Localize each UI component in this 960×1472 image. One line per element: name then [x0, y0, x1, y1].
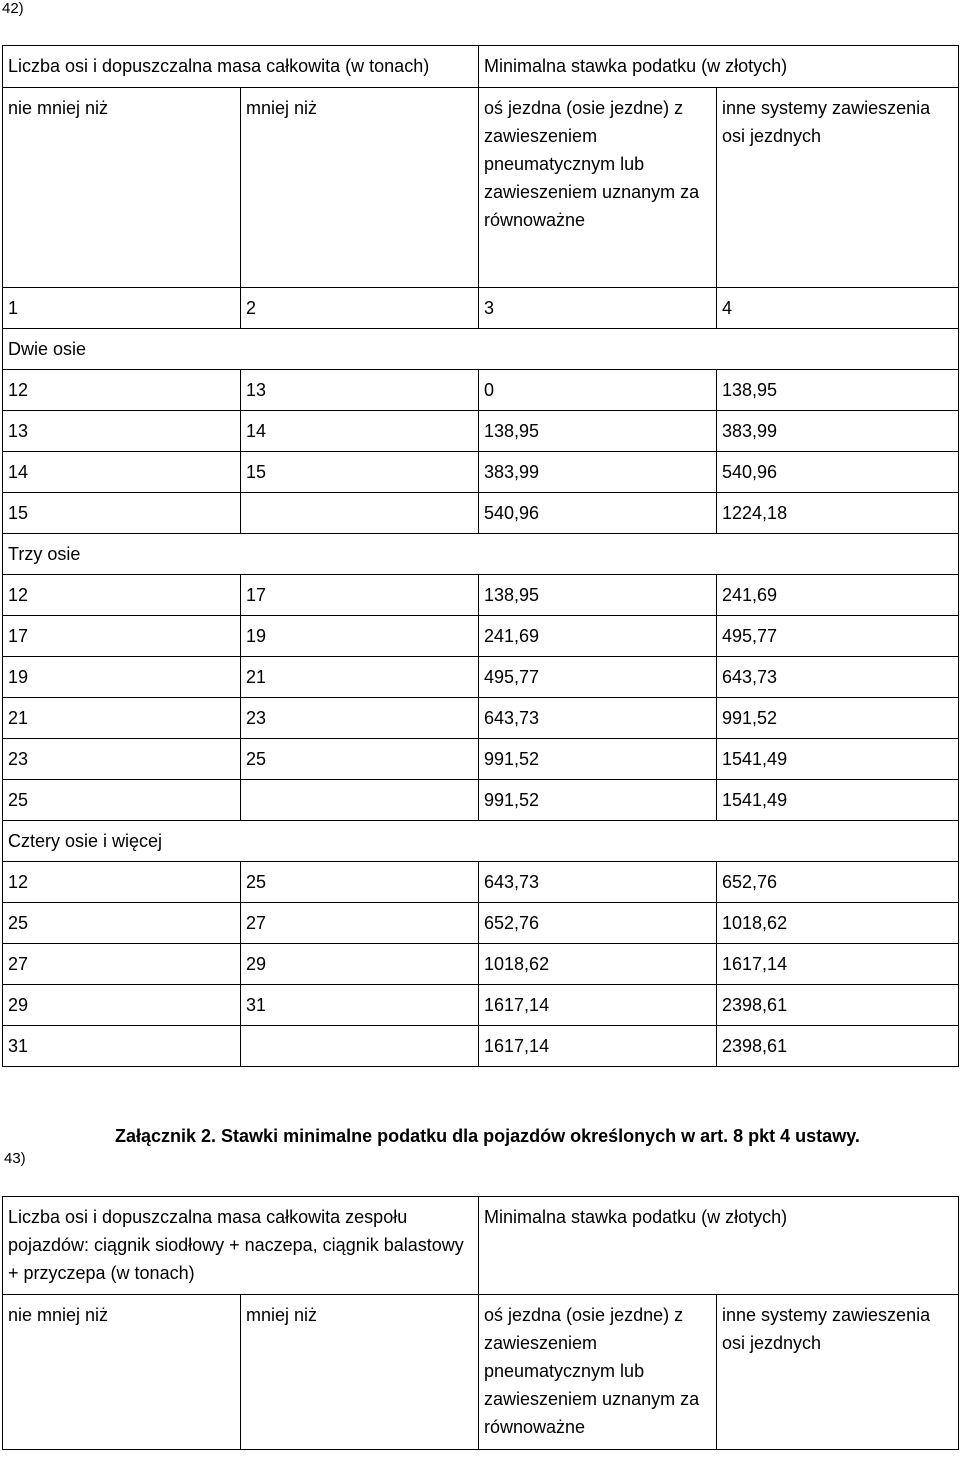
combination-axles-mass-header: Liczba osi i dopuszczalna masa całkowita zespołu pojazdów: ciągnik siodłowy + naczepa, ciągnik balastowy + przyczepa (w tonach) [3, 1197, 479, 1295]
other-suspension-header: inne systemy zawieszenia osi jezdnych [717, 88, 959, 288]
table-row [3, 616, 959, 657]
cell-less-than: 21 [241, 657, 479, 698]
cell-less-than [241, 1026, 479, 1067]
cell-rate-pneumatic: 991,52 [479, 780, 717, 821]
cell-less-than: 14 [241, 411, 479, 452]
cell-rate-other: 383,99 [717, 411, 959, 452]
cell-less-than: 29 [241, 944, 479, 985]
cell-rate-other: 2398,61 [717, 1026, 959, 1067]
cell-rate-pneumatic: 495,77 [479, 657, 717, 698]
section-title-row [3, 821, 959, 862]
cell-rate-other: 1541,49 [717, 739, 959, 780]
column-number: 2 [241, 288, 479, 329]
axles-mass-header: Liczba osi i dopuszczalna masa całkowita (w tonach) [3, 46, 479, 88]
cell-less-than: 13 [241, 370, 479, 411]
table-subheader-row [3, 1295, 959, 1450]
cell-not-less-than: 12 [3, 370, 241, 411]
cell-less-than: 15 [241, 452, 479, 493]
not-less-than-header: nie mniej niż [3, 88, 241, 288]
table-row [3, 411, 959, 452]
cell-not-less-than: 17 [3, 616, 241, 657]
table-row [3, 862, 959, 903]
cell-rate-other: 1617,14 [717, 944, 959, 985]
cell-rate-other: 991,52 [717, 698, 959, 739]
cell-not-less-than: 23 [3, 739, 241, 780]
cell-rate-other: 495,77 [717, 616, 959, 657]
cell-rate-other: 1541,49 [717, 780, 959, 821]
column-number-row [3, 288, 959, 329]
column-number: 3 [479, 288, 717, 329]
section-title: Dwie osie [3, 329, 959, 370]
less-than-header: mniej niż [241, 88, 479, 288]
table-row [3, 657, 959, 698]
cell-not-less-than: 12 [3, 862, 241, 903]
other-suspension-header: inne systemy zawieszenia osi jezdnych [717, 1295, 959, 1450]
not-less-than-header: nie mniej niż [3, 1295, 241, 1450]
item-marker-42: 42) [2, 0, 24, 17]
cell-not-less-than: 21 [3, 698, 241, 739]
cell-rate-pneumatic: 241,69 [479, 616, 717, 657]
cell-rate-pneumatic: 383,99 [479, 452, 717, 493]
cell-rate-pneumatic: 1617,14 [479, 985, 717, 1026]
cell-not-less-than: 25 [3, 903, 241, 944]
table-row [3, 780, 959, 821]
table-row [3, 452, 959, 493]
table-header-row [3, 1197, 959, 1295]
cell-less-than: 27 [241, 903, 479, 944]
table-row [3, 944, 959, 985]
cell-less-than: 23 [241, 698, 479, 739]
section-title-row [3, 329, 959, 370]
cell-less-than: 17 [241, 575, 479, 616]
table-row [3, 575, 959, 616]
cell-not-less-than: 12 [3, 575, 241, 616]
min-tax-header: Minimalna stawka podatku (w złotych) [479, 46, 959, 88]
cell-not-less-than: 14 [3, 452, 241, 493]
table-row [3, 1026, 959, 1067]
cell-rate-other: 643,73 [717, 657, 959, 698]
table-row [3, 739, 959, 780]
cell-not-less-than: 19 [3, 657, 241, 698]
cell-rate-pneumatic: 138,95 [479, 411, 717, 452]
table-row [3, 903, 959, 944]
cell-rate-pneumatic: 540,96 [479, 493, 717, 534]
table-row [3, 985, 959, 1026]
cell-rate-pneumatic: 652,76 [479, 903, 717, 944]
cell-not-less-than: 29 [3, 985, 241, 1026]
min-tax-header: Minimalna stawka podatku (w złotych) [479, 1197, 959, 1295]
cell-rate-pneumatic: 138,95 [479, 575, 717, 616]
cell-less-than [241, 493, 479, 534]
section-title-row [3, 534, 959, 575]
tax-rate-table-2 [2, 1196, 959, 1450]
table-row [3, 370, 959, 411]
table-row [3, 698, 959, 739]
cell-less-than [241, 780, 479, 821]
cell-rate-pneumatic: 643,73 [479, 862, 717, 903]
cell-rate-other: 1018,62 [717, 903, 959, 944]
cell-less-than: 19 [241, 616, 479, 657]
cell-rate-pneumatic: 991,52 [479, 739, 717, 780]
cell-rate-other: 241,69 [717, 575, 959, 616]
column-number: 4 [717, 288, 959, 329]
less-than-header: mniej niż [241, 1295, 479, 1450]
section-title: Trzy osie [3, 534, 959, 575]
table-subheader-row [3, 88, 959, 288]
cell-not-less-than: 27 [3, 944, 241, 985]
pneumatic-suspension-header: oś jezdna (osie jezdne) z zawieszeniem pneumatycznym lub zawieszeniem uznanym za równoważne [479, 1295, 717, 1450]
column-number: 1 [3, 288, 241, 329]
cell-not-less-than: 31 [3, 1026, 241, 1067]
annex-caption: Załącznik 2. Stawki minimalne podatku dla pojazdów określonych w art. 8 pkt 4 ustawy. [115, 1126, 860, 1146]
cell-not-less-than: 13 [3, 411, 241, 452]
cell-not-less-than: 25 [3, 780, 241, 821]
item-marker-43: 43) [4, 1150, 26, 1167]
cell-rate-other: 652,76 [717, 862, 959, 903]
cell-rate-other: 138,95 [717, 370, 959, 411]
table-row [3, 493, 959, 534]
table-header-row [3, 46, 959, 88]
cell-not-less-than: 15 [3, 493, 241, 534]
cell-rate-pneumatic: 1617,14 [479, 1026, 717, 1067]
cell-rate-other: 540,96 [717, 452, 959, 493]
cell-less-than: 25 [241, 739, 479, 780]
cell-rate-other: 1224,18 [717, 493, 959, 534]
tax-rate-table-1 [2, 45, 959, 1067]
cell-rate-pneumatic: 0 [479, 370, 717, 411]
cell-rate-pneumatic: 643,73 [479, 698, 717, 739]
cell-less-than: 25 [241, 862, 479, 903]
section-title: Cztery osie i więcej [3, 821, 959, 862]
pneumatic-suspension-header: oś jezdna (osie jezdne) z zawieszeniem pneumatycznym lub zawieszeniem uznanym za równoważne [479, 88, 717, 288]
cell-rate-other: 2398,61 [717, 985, 959, 1026]
cell-less-than: 31 [241, 985, 479, 1026]
cell-rate-pneumatic: 1018,62 [479, 944, 717, 985]
